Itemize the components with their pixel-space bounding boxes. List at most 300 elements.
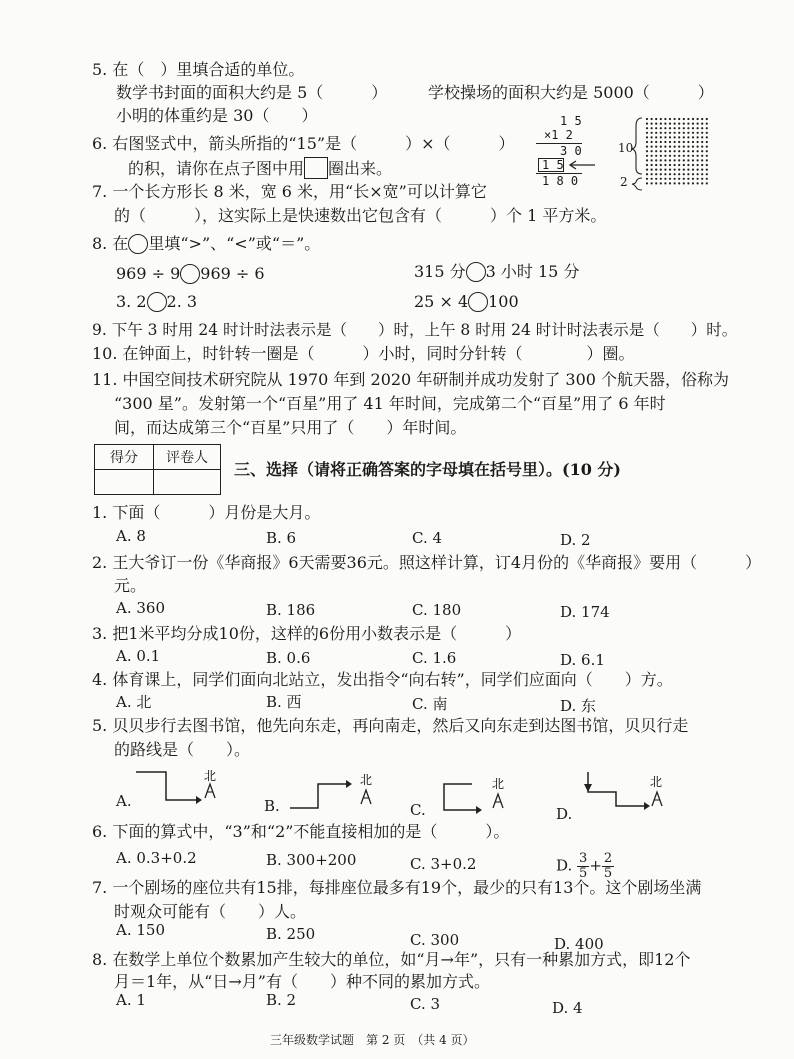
c7-opt-a[interactable]: A. 150 — [116, 921, 165, 939]
grid-dot — [669, 164, 671, 166]
grid-dot — [683, 132, 685, 134]
north-label-c: 北 — [492, 777, 505, 791]
q6-line2 — [128, 157, 392, 179]
grid-dot — [660, 159, 662, 161]
grid-dot — [692, 136, 694, 138]
grid-dot — [646, 127, 648, 129]
grid-dot — [692, 164, 694, 166]
grid-dot — [660, 136, 662, 138]
route-c-diagram — [432, 774, 524, 816]
grid-dot — [664, 182, 666, 184]
grid-dot — [683, 118, 685, 120]
fraction-2-5 — [602, 852, 614, 881]
grid-dot — [692, 173, 694, 175]
q8-i4b: 100 — [488, 292, 519, 311]
frac2-den: 5 — [603, 866, 613, 881]
vm-row2: ×1 2 — [544, 128, 573, 142]
c7-line2: 时观众可能有（ ）人。 — [114, 902, 307, 921]
grid-dot — [692, 141, 694, 143]
grid-dot — [697, 127, 699, 129]
q7-line2: 的（ ），这实际上是快速数出它包含有（ ）个 1 平方米。 — [114, 206, 607, 225]
grid-dot — [674, 146, 676, 148]
arrow-left-icon — [568, 159, 596, 171]
grid-dot — [651, 118, 653, 120]
c4-opt-a[interactable]: A. 北 — [116, 693, 152, 711]
grid-dot — [701, 118, 703, 120]
grid-dot — [697, 146, 699, 148]
c5-opt-a[interactable]: A. — [116, 792, 132, 810]
answer-circle-2[interactable] — [466, 262, 486, 282]
grid-dot — [669, 150, 671, 152]
grid-dot — [678, 132, 680, 134]
grid-dot — [664, 136, 666, 138]
grid-dot — [687, 132, 689, 134]
c5-opt-d[interactable]: D. — [556, 805, 573, 823]
grid-dot — [651, 178, 653, 180]
grid-dot — [683, 136, 685, 138]
grid-dot — [701, 173, 703, 175]
c1-stem: 1. 下面（ ）月份是大月。 — [92, 503, 321, 522]
q8-i1a: 969 ÷ 9 — [116, 264, 181, 283]
c3-stem: 3. 把1米平均分成10份，这样的6份用小数表示是（ ） — [92, 624, 522, 643]
q8-i2b: 3 小时 15 分 — [485, 262, 580, 281]
c3-opt-b[interactable]: B. 0.6 — [266, 649, 311, 667]
grid-dot — [687, 169, 689, 171]
grid-dot — [683, 159, 685, 161]
c5-opt-c[interactable]: C. — [410, 801, 426, 819]
grid-dot — [683, 178, 685, 180]
route-a-diagram — [132, 766, 222, 808]
q8-item1 — [116, 264, 265, 284]
vm-row5: 1 8 0 — [542, 174, 579, 188]
grid-dot — [646, 178, 648, 180]
grid-dot — [669, 127, 671, 129]
grid-dot — [697, 150, 699, 152]
grid-dot — [701, 169, 703, 171]
grid-dot — [651, 127, 653, 129]
grid-dot — [674, 132, 676, 134]
c7-opt-b[interactable]: B. 250 — [266, 925, 316, 943]
grid-dot — [669, 182, 671, 184]
compare-circle-icon — [128, 234, 148, 254]
grid-dot — [674, 182, 676, 184]
q8-item3 — [116, 292, 197, 312]
c7-line1: 7. 一个剧场的座位共有15排，每排座位最多有19个，最少的只有13个。这个剧场坐满 — [92, 878, 702, 897]
q11-line2: “300 星”。发射第一个“百星”用了 41 年时间，完成第二个“百星”用了 6 年时 — [114, 394, 666, 413]
grid-dot — [701, 136, 703, 138]
grid-dot — [687, 155, 689, 157]
grid-dot — [660, 182, 662, 184]
grid-dot — [683, 127, 685, 129]
grid-dot — [646, 118, 648, 120]
grid-dot — [655, 132, 657, 134]
grid-dot — [692, 155, 694, 157]
grid-dot — [697, 132, 699, 134]
grid-dot — [697, 118, 699, 120]
grid-dot — [701, 164, 703, 166]
grid-dot — [697, 123, 699, 125]
grid-dot — [660, 141, 662, 143]
dot-label-10: 10 — [618, 141, 634, 155]
grid-dot — [664, 150, 666, 152]
q8-item2 — [414, 262, 579, 282]
q7-line1: 7. 一个长方形长 8 米，宽 6 米，用“长×宽”可以计算它 — [92, 182, 487, 201]
c4-opt-d[interactable]: D. 东 — [560, 697, 597, 715]
grid-dot — [651, 169, 653, 171]
q6-line2-b: 圈出来。 — [328, 159, 393, 178]
grid-dot — [687, 159, 689, 161]
grid-dot — [706, 182, 708, 184]
c2-line1: 2. 王大爷订一份《华商报》6天需要36元。照这样计算，订4月份的《华商报》要用（ ） — [92, 553, 762, 572]
c5-line1: 5. 贝贝步行去图书馆，他先向东走，再向南走，然后又向东走到达图书馆，贝贝行走 — [92, 716, 689, 735]
c1-opt-b[interactable]: B. 6 — [266, 529, 297, 547]
grid-dot — [678, 178, 680, 180]
grid-dot — [701, 178, 703, 180]
c6-opt-d[interactable] — [556, 852, 614, 881]
c3-opt-a[interactable]: A. 0.1 — [116, 647, 161, 665]
c7-opt-c[interactable]: C. 300 — [410, 931, 460, 949]
q6-line1: 6. 右图竖式中，箭头所指的“15”是（ ）×（ ） — [92, 134, 515, 153]
q8-i1b: 969 ÷ 6 — [200, 264, 265, 283]
fraction-3-5 — [577, 852, 589, 881]
grid-dot — [655, 136, 657, 138]
grid-dot — [697, 155, 699, 157]
c2-opt-b[interactable]: B. 186 — [266, 601, 316, 619]
grid-dot — [687, 178, 689, 180]
grid-dot — [646, 182, 648, 184]
grid-dot — [678, 146, 680, 148]
c6-opt-d-label: D. — [556, 856, 573, 875]
grid-dot — [706, 118, 708, 120]
grid-dot — [687, 173, 689, 175]
q6-line2-a: 的积，请你在点子图中用 — [128, 159, 305, 178]
vm-row1: 1 5 — [560, 114, 582, 128]
grid-dot — [660, 150, 662, 152]
c2-opt-a[interactable]: A. 360 — [116, 599, 165, 617]
c6-stem: 6. 下面的算式中，“3”和“2”不能直接相加的是（ ）。 — [92, 822, 510, 841]
grid-dot — [646, 146, 648, 148]
q8-stem — [92, 234, 320, 254]
grid-dot — [664, 118, 666, 120]
grid-dot — [706, 150, 708, 152]
grid-dot — [651, 132, 653, 134]
route-b-diagram — [288, 772, 380, 812]
c6-opt-a[interactable]: A. 0.3+0.2 — [116, 849, 197, 867]
grid-dot — [701, 159, 703, 161]
grid-dot — [660, 173, 662, 175]
grid-dot — [692, 182, 694, 184]
grid-dot — [687, 118, 689, 120]
c4-opt-b[interactable]: B. 西 — [266, 693, 302, 711]
grid-dot — [683, 173, 685, 175]
c5-line2: 的路线是（ ）。 — [114, 740, 251, 759]
grid-dot — [664, 146, 666, 148]
c1-opt-c[interactable]: C. 4 — [412, 529, 443, 547]
grid-dot — [660, 169, 662, 171]
grid-dot — [646, 132, 648, 134]
grid-dot — [660, 164, 662, 166]
grid-dot — [687, 150, 689, 152]
grid-dot — [669, 146, 671, 148]
c6-opt-b[interactable]: B. 300+200 — [266, 851, 357, 869]
grid-dot — [651, 182, 653, 184]
grid-dot — [655, 155, 657, 157]
grid-dot — [646, 155, 648, 157]
grid-dot — [646, 173, 648, 175]
grid-dot — [646, 123, 648, 125]
grid-dot — [687, 146, 689, 148]
c8-line2: 月＝1年，从“日→月”有（ ）种不同的累加方式。 — [114, 972, 490, 991]
route-d-diagram — [578, 770, 674, 814]
c8-line1: 8. 在数学上单位个数累加产生较大的单位，如“月→年”，只有一种累加方式，即12个 — [92, 950, 691, 969]
grid-dot — [651, 155, 653, 157]
grid-dot — [692, 169, 694, 171]
grid-dot — [669, 173, 671, 175]
grid-dot — [697, 136, 699, 138]
c6-opt-c[interactable]: C. 3+0.2 — [410, 855, 477, 873]
grid-dot — [701, 150, 703, 152]
grid-dot — [651, 146, 653, 148]
c3-opt-c[interactable]: C. 1.6 — [412, 649, 457, 667]
c3-opt-d[interactable]: D. 6.1 — [560, 651, 605, 669]
grid-dot — [655, 164, 657, 166]
grid-dot — [664, 164, 666, 166]
q8-stem-b: 里填“>”、“<”或“＝”。 — [148, 234, 321, 253]
grid-dot — [701, 146, 703, 148]
grid-dot — [674, 123, 676, 125]
grid-dot — [687, 123, 689, 125]
grid-dot — [655, 159, 657, 161]
q8-i3b: 2. 3 — [166, 292, 198, 311]
grid-dot — [683, 169, 685, 171]
grid-dot — [678, 136, 680, 138]
grid-dot — [678, 164, 680, 166]
grid-dot — [669, 169, 671, 171]
dot-label-2: 2 — [620, 175, 628, 189]
q5-item-b: 学校操场的面积大约是 5000（ ） — [428, 83, 714, 102]
frac2-num: 2 — [603, 851, 613, 866]
grid-dot — [655, 127, 657, 129]
grid-dot — [669, 159, 671, 161]
grid-dot — [706, 173, 708, 175]
grid-dot — [664, 173, 666, 175]
c8-opt-a[interactable]: A. 1 — [116, 991, 146, 1009]
grid-dot — [664, 141, 666, 143]
q10: 10. 在钟面上，时针转一圈是（ ）小时，同时分针转（ ）圈。 — [92, 344, 635, 363]
grid-dot — [651, 164, 653, 166]
grid-dot — [669, 141, 671, 143]
grid-dot — [674, 127, 676, 129]
square-box-icon — [304, 157, 328, 179]
grid-dot — [660, 127, 662, 129]
grid-dot — [678, 159, 680, 161]
grid-dot — [678, 123, 680, 125]
vm-row3: 3 0 — [560, 144, 582, 158]
grid-dot — [669, 136, 671, 138]
grid-dot — [669, 118, 671, 120]
c2-line2: 元。 — [114, 576, 147, 595]
grid-dot — [651, 173, 653, 175]
grid-dot — [655, 173, 657, 175]
grid-dot — [692, 146, 694, 148]
grid-dot — [697, 182, 699, 184]
answer-circle-3[interactable] — [147, 292, 167, 312]
grid-dot — [664, 155, 666, 157]
c7-opt-d[interactable]: D. 400 — [554, 935, 604, 953]
grid-dot — [669, 123, 671, 125]
grid-dot — [651, 141, 653, 143]
q8-i4a: 25 × 4 — [414, 292, 469, 311]
grid-dot — [706, 132, 708, 134]
c1-opt-a[interactable]: A. 8 — [116, 527, 146, 545]
frac1-num: 3 — [579, 851, 588, 866]
answer-circle-1[interactable] — [180, 264, 200, 284]
q5-item-c: 小明的体重约是 30（ ） — [116, 106, 318, 125]
grid-dot — [660, 118, 662, 120]
grid-dot — [692, 118, 694, 120]
c8-opt-d[interactable]: D. 4 — [552, 999, 583, 1017]
north-label-a: 北 — [204, 769, 217, 783]
grid-dot — [706, 127, 708, 129]
vertical-multiplication — [532, 114, 612, 194]
grid-dot — [674, 150, 676, 152]
grid-dot — [701, 182, 703, 184]
c4-opt-c[interactable]: C. 南 — [412, 695, 448, 713]
grid-dot — [701, 155, 703, 157]
grid-dot — [678, 127, 680, 129]
grid-dot — [706, 123, 708, 125]
grid-dot — [697, 169, 699, 171]
grid-dot — [678, 155, 680, 157]
q8-item4 — [414, 292, 519, 312]
north-label-d: 北 — [650, 775, 663, 789]
grid-dot — [655, 146, 657, 148]
grid-dot — [683, 182, 685, 184]
grid-dot — [706, 155, 708, 157]
frac1-den: 5 — [579, 866, 588, 881]
grid-dot — [660, 178, 662, 180]
grid-dot — [646, 136, 648, 138]
q5-stem: 5. 在（ ）里填合适的单位。 — [92, 60, 305, 79]
grid-dot — [697, 159, 699, 161]
grid-dot — [706, 169, 708, 171]
grid-dot — [664, 127, 666, 129]
grid-dot — [683, 150, 685, 152]
answer-circle-4[interactable] — [468, 292, 488, 312]
grid-dot — [674, 141, 676, 143]
grid-dot — [678, 169, 680, 171]
q8-stem-a: 8. 在 — [92, 234, 129, 253]
grid-dot — [651, 123, 653, 125]
c5-opt-b[interactable]: B. — [264, 797, 280, 815]
grid-dot — [701, 132, 703, 134]
grid-dot — [669, 132, 671, 134]
grid-dot — [655, 118, 657, 120]
grid-dot — [655, 169, 657, 171]
grid-dot — [651, 136, 653, 138]
grid-dot — [706, 136, 708, 138]
grid-dot — [706, 178, 708, 180]
grid-dot — [646, 164, 648, 166]
grid-dot — [674, 159, 676, 161]
c4-stem: 4. 体育课上，同学们面向北站立，发出指令“向右转”，同学们应面向（ ）方。 — [92, 670, 673, 689]
grid-dot — [646, 141, 648, 143]
grid-dot — [655, 123, 657, 125]
grid-dot — [669, 178, 671, 180]
grid-dot — [683, 155, 685, 157]
grid-dot — [655, 150, 657, 152]
grid-dot — [692, 127, 694, 129]
frac-plus: + — [589, 856, 602, 875]
grid-dot — [692, 132, 694, 134]
grid-dot — [706, 164, 708, 166]
c8-opt-b[interactable]: B. 2 — [266, 991, 297, 1009]
grid-dot — [687, 182, 689, 184]
c2-opt-c[interactable]: C. 180 — [412, 601, 462, 619]
grid-dot — [706, 141, 708, 143]
q9: 9. 下午 3 时用 24 时计时法表示是（ ）时，上午 8 时用 24 时计时法表示是（ ）时。 — [92, 321, 738, 339]
grid-dot — [697, 173, 699, 175]
score-header: 得分 — [95, 445, 154, 470]
grid-dot — [651, 150, 653, 152]
section3-title: 三、选择（请将正确答案的字母填在括号里）。(10 分) — [234, 460, 621, 479]
grid-dot — [701, 141, 703, 143]
c2-opt-d[interactable]: D. 174 — [560, 603, 610, 621]
q11-line1: 11. 中国空间技术研究院从 1970 年到 2020 年研制并成功发射了 300 个航天器，俗称为 — [92, 370, 730, 389]
grid-dot — [692, 150, 694, 152]
grid-dot — [678, 118, 680, 120]
grid-dot — [701, 123, 703, 125]
q8-i2a: 315 分 — [414, 262, 466, 281]
grid-dot — [678, 173, 680, 175]
grid-dot — [692, 159, 694, 161]
grid-dot — [664, 159, 666, 161]
vm-row4: 1 5 — [542, 158, 564, 172]
grid-dot — [697, 164, 699, 166]
grid-dot — [669, 155, 671, 157]
page-footer: 三年级数学试题 第 2 页 （共 4 页） — [270, 1033, 475, 1047]
grid-dot — [674, 173, 676, 175]
grid-dot — [651, 159, 653, 161]
grid-dot — [683, 141, 685, 143]
grid-dot — [687, 141, 689, 143]
grid-dot — [692, 123, 694, 125]
grid-dot — [646, 159, 648, 161]
grid-dot — [697, 141, 699, 143]
grid-dot — [687, 136, 689, 138]
grid-dot — [674, 178, 676, 180]
grid-dot — [706, 146, 708, 148]
c8-opt-c[interactable]: C. 3 — [410, 995, 441, 1013]
grid-dot — [674, 155, 676, 157]
grader-cell[interactable] — [154, 470, 221, 495]
grid-dot — [655, 178, 657, 180]
score-cell[interactable] — [95, 470, 154, 495]
grid-dot — [687, 127, 689, 129]
grid-dot — [646, 169, 648, 171]
dot-grid[interactable] — [644, 116, 710, 188]
grid-dot — [674, 136, 676, 138]
grid-dot — [692, 178, 694, 180]
c1-opt-d[interactable]: D. 2 — [560, 531, 591, 549]
grid-dot — [701, 127, 703, 129]
grid-dot — [674, 169, 676, 171]
grid-dot — [660, 155, 662, 157]
q8-i3a: 3. 2 — [116, 292, 147, 311]
grid-dot — [660, 123, 662, 125]
grid-dot — [683, 164, 685, 166]
grid-dot — [697, 178, 699, 180]
